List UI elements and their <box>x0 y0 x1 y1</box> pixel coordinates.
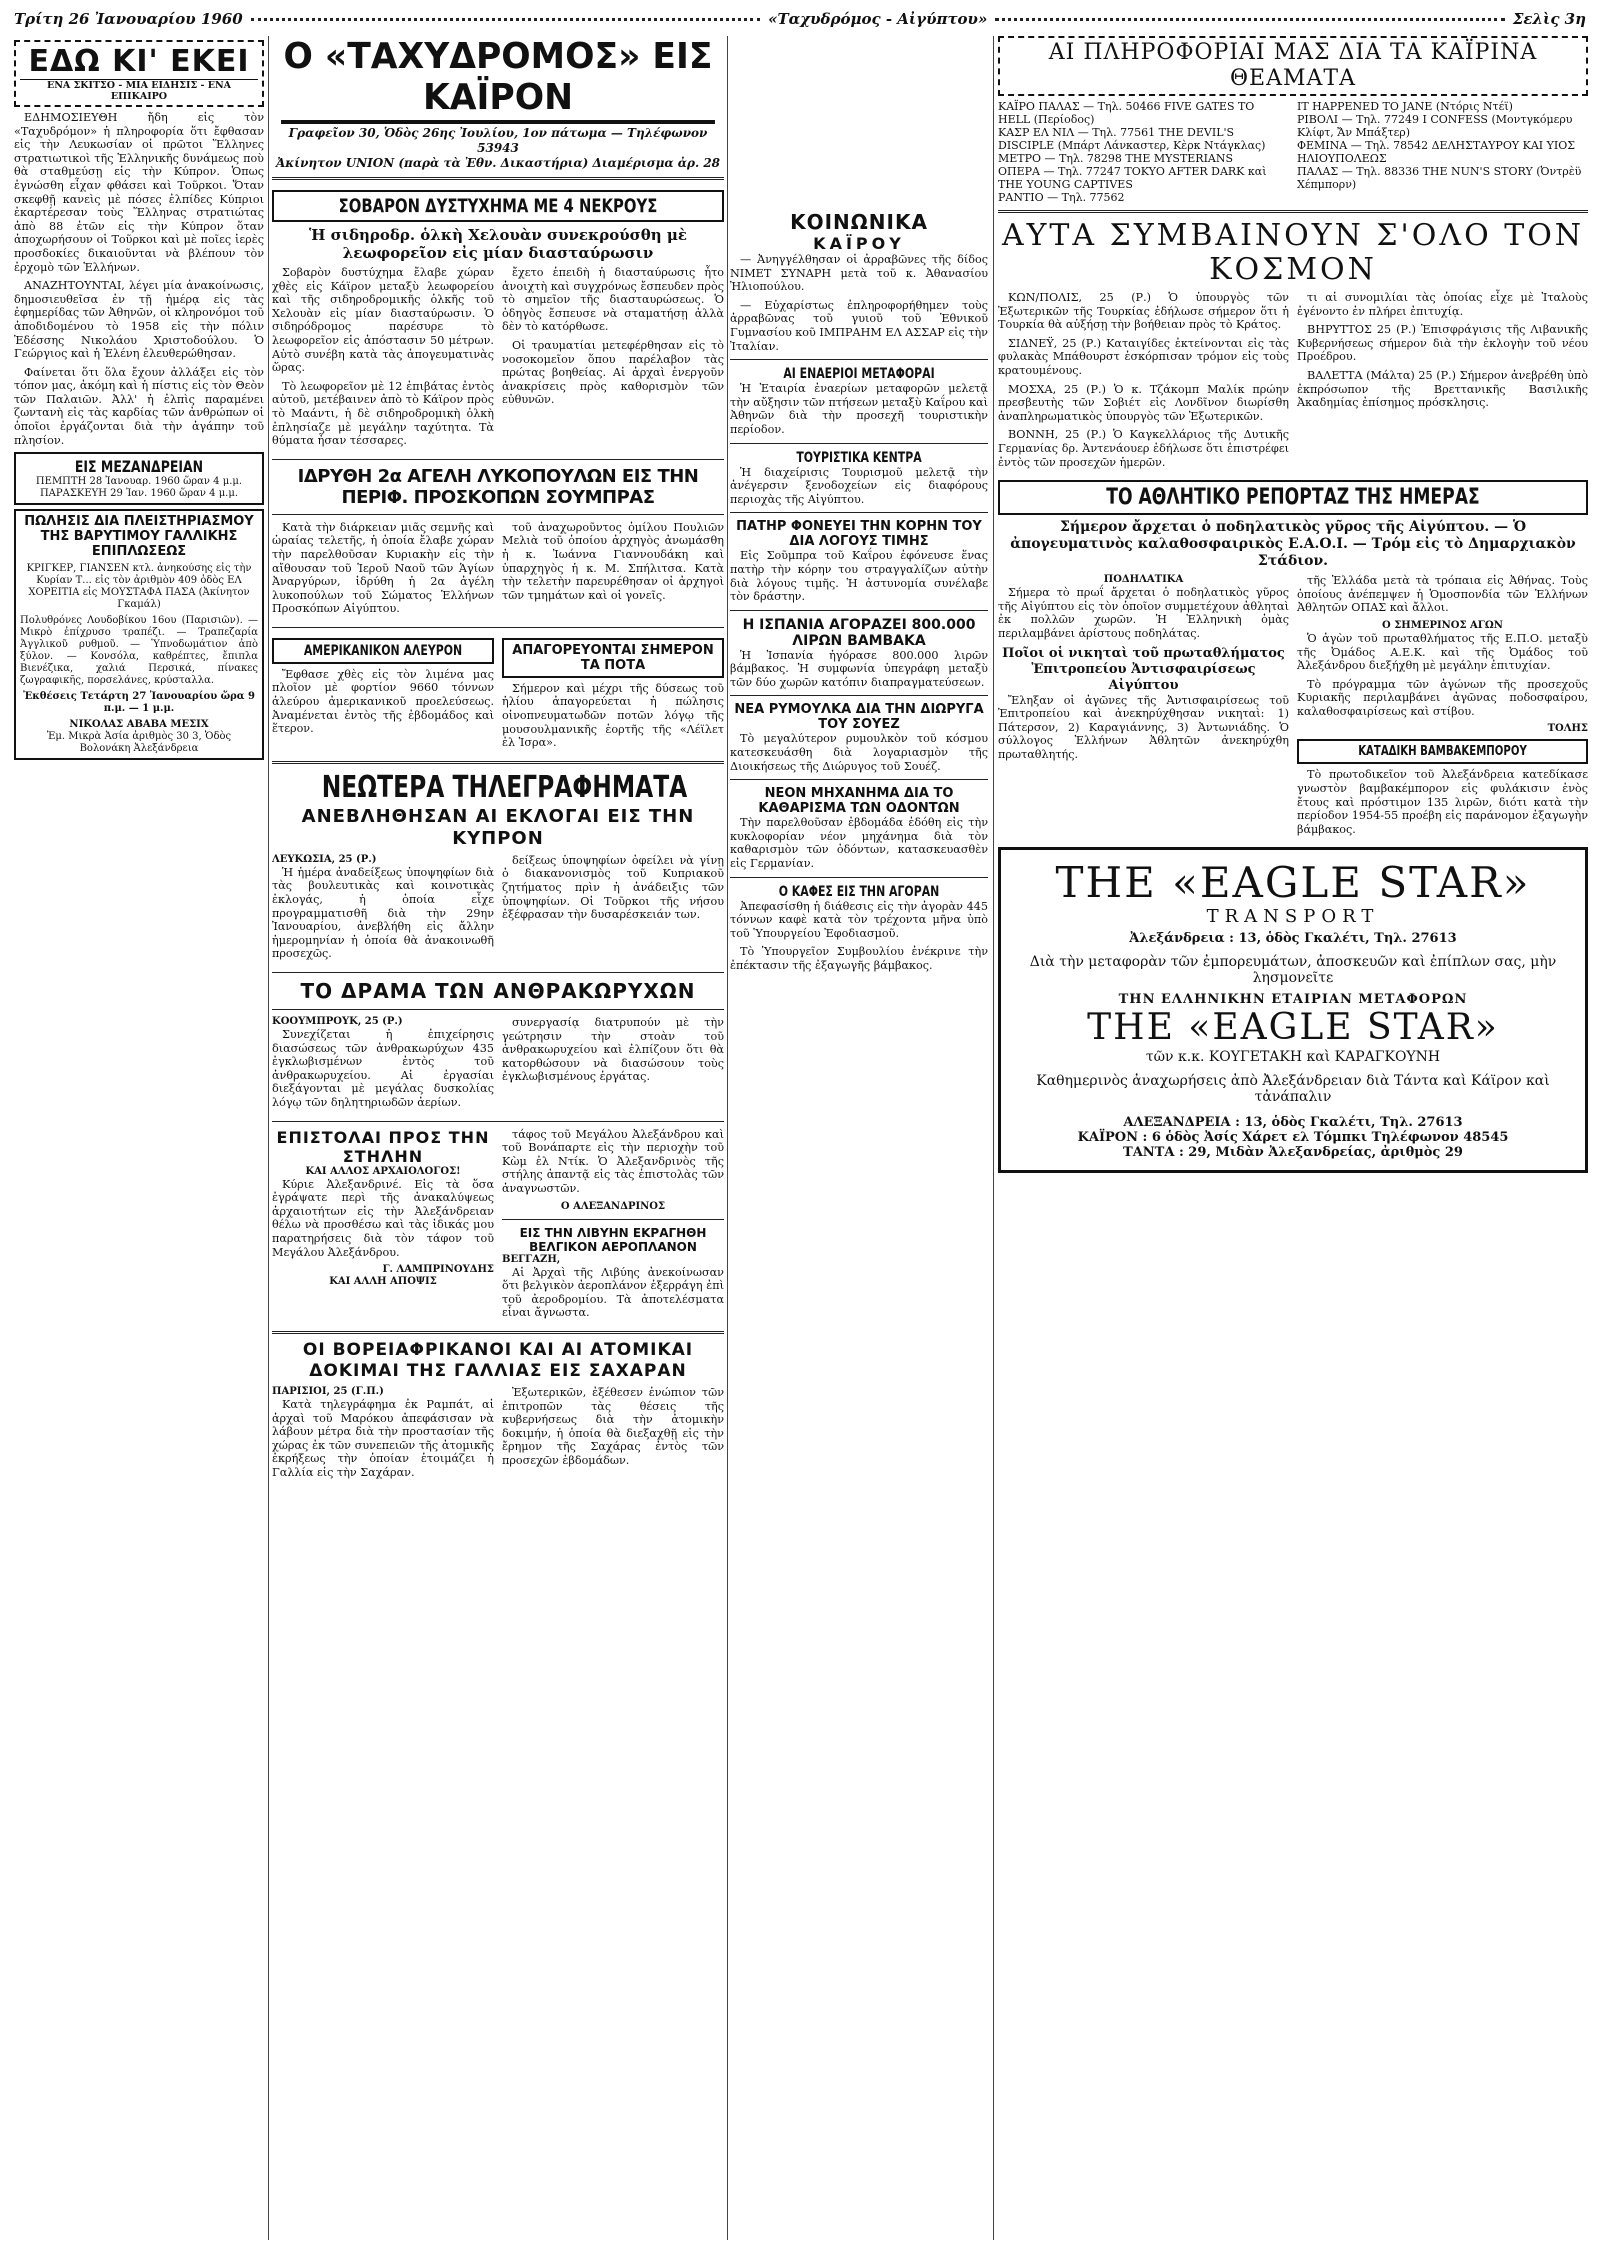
cinema-listing: ΠΑΛΑΣ — Τηλ. 88336 THE NUN'S STORY (Ὀντρὲϋ Χέπμπορν) <box>1297 165 1582 191</box>
article-paragraph: Εἰς Σοῦμπρα τοῦ Καΐρου ἐφόνευσε ἕνας πατὴρ τὴν κόρην του στραγγαλίζων αὐτὴν διὰ λόγους τιμῆς. Ἡ ἀστυνομία συνέλαβε τὸν δράστην. <box>730 549 988 604</box>
dateline: ΒΕΓΓΑΖΗ, <box>502 1253 561 1265</box>
sports-lead: Σήμερον ἄρχεται ὁ ποδηλατικὸς γῦρος τῆς Αἰγύπτου. — Ὁ ἀπογευματινὸς καλαθοσφαιρικὸς Ε.Α.Ο.Ι. — Τρόμ εἰς τὸ Δημαρχιακὸν Στάδιον. <box>1010 519 1576 570</box>
article-paragraph: δείξεως ὑποψηφίων ὀφείλει νὰ γίνῃ ὁ διακανονισμὸς τοῦ Κυπριακοῦ ζητήματος πρὶν ἡ ἀνάδειξις τῶν ὑποψηφίων. Οἱ Τοῦρκοι τῆς νήσου ἐξέφρασαν τὴν δυσαρέσκειάν των. <box>502 853 724 922</box>
world-item: ΒΟΝΝΗ, 25 (Ρ.) Ὁ Καγκελλάριος τῆς Δυτικῆς Γερμανίας δρ. Ἀντενάουερ ἐδήλωσε ὅτι ἐπιστρέφει ἐντὸς τῶν προσεχῶν ἡμερῶν. <box>998 428 1289 469</box>
headline-telegrams: ΝΕΩΤΕΡΑ ΤΗΛΕΓΡΑΦΗΜΑΤΑ <box>321 769 688 805</box>
headline-social: ΚΟΙΝΩΝΙΚΑ <box>790 210 928 234</box>
article-paragraph: Τὸ μεγαλύτερον ρυμουλκὸν τοῦ κόσμου κατεσκευάσθη διὰ λογαριασμὸν τῆς Διοικήσεως τῆς Διώρυγος τοῦ Σουέζ. <box>730 732 988 773</box>
cinema-listing: ΚΑΪΡΟ ΠΑΛΑΣ — Τηλ. 50466 FIVE GATES TO HELL (Περίοδος) <box>998 100 1255 126</box>
page-header <box>14 8 1586 30</box>
cinema-listing: IT HAPPENED TO JANE (Ντόρις Ντέϊ) <box>1297 100 1513 113</box>
headline: ΤΟΥΡΙΣΤΙΚΑ ΚΕΝΤΡΑ <box>796 449 922 466</box>
auction-items: Πολυθρόνες Λουδοβίκου 16ου (Παρισιῶν). — Μικρὸ ἐπίχρυσο τραπέζι. — Τραπεζαρία Ἀγγλικοῦ ρυθμοῦ. — Ὑπνοδωμάτιον ἀπὸ ξύλον. — Κονσόλα, καθρέπτες, ἔπιπλα Βιενέζικα, χαλιά Περσικά, πίνακες ζωγραφικῆς, πορσελάνες, κρύσταλλα. <box>20 615 258 687</box>
ad-schedule: Καθημερινὸς ἀναχωρήσεις ἀπὸ Ἀλεξάνδρειαν διὰ Τάντα καὶ Κάϊρον καὶ τἀνάπαλιν <box>1036 1073 1550 1106</box>
page-number: Σελὶς 3η <box>1512 10 1587 28</box>
article-paragraph: Ἡ Ἑταιρία ἐναερίων μεταφορῶν μελετᾷ τὴν αὔξησιν τῶν πτήσεων μεταξὺ Καΐρου καὶ Ἀθηνῶν διὰ τὴν προσεχῆ τουριστικὴν περίοδον. <box>730 382 988 436</box>
headline: ΑΜΕΡΙΚΑΝΙΚΟΝ ΑΛΕΥΡΟΝ <box>303 642 463 659</box>
headline: ΠΑΤΗΡ ΦΟΝΕΥΕΙ ΤΗΝ ΚΟΡΗΝ ΤΟΥ ΔΙΑ ΛΟΓΟΥΣ ΤΙΜΗΣ <box>736 519 982 550</box>
ad-tanta-address: ΤΑΝΤΑ : 29, Μιδὰν Ἀλεξανδρείας, ἀριθμὸς 29 <box>1123 1145 1463 1161</box>
article-paragraph: τάφος τοῦ Μεγάλου Ἀλεξάνδρου καὶ τοῦ Βονάπαρτε εἰς τὴν περιοχὴν τοῦ Κὼμ ἐλ Ντίκ. Ὁ Ἀλεξανδρινὸς τῆς στήλης ἀπαντᾷ εἰς τὰς ἐπιστολὰς τῶν ἀναγνωστῶν. <box>502 1127 724 1195</box>
world-news-title: ΑΥΤΑ ΣΥΜΒΑΙΝΟΥΝ Σ'ΟΛΟ ΤΟΝ ΚΟΣΜΟΝ <box>1001 218 1585 287</box>
article-paragraph: Τὸ λεωφορεῖον μὲ 12 ἐπιβάτας ἐντὸς αὐτοῦ, μετέβαινεν ἀπὸ τὸ Κάϊρον πρὸς τὸ Μαάντι, ἡ δὲ σιδηροδρομικὴ ὁλκὴ ἐπλησίαζε μὲ μεγάλην ταχύτητα. Τὰ θύματα ἦσαν τέσσαρες. <box>272 379 494 448</box>
notice-text: ΠΕΜΠΤΗ 28 Ἰανουαρ. 1960 ὥραν 4 μ.μ. ΠΑΡΑΣΚΕΥΗ 29 Ἰαν. 1960 ὥραν 4 μ.μ. <box>35 476 243 500</box>
world-item: τι αἱ συνομιλίαι τὰς ὁποίας εἶχε μὲ Ἰταλοὺς ἐγένοντο ἐν πλήρει ἐπιτυχίᾳ. <box>1297 291 1588 318</box>
cinema-listing: ΟΠΕΡΑ — Τηλ. 77247 TOKYO AFTER DARK καὶ THE YOUNG CAPTIVES <box>998 165 1267 191</box>
headline: ΙΔΡΥΘΗ 2α ΑΓΕΛΗ ΛΥΚΟΠΟΥΛΩΝ ΕΙΣ ΤΗΝ ΠΕΡΙΦ. ΠΡΟΣΚΟΠΩΝ ΣΟΥΜΠΡΑΣ <box>297 465 699 508</box>
subheadline: ΚΑΙ ΑΛΛΗ ΑΠΟΨΙΣ <box>329 1276 437 1288</box>
article-paragraph: ΑΝΑΖΗΤΟΥΝΤΑΙ, λέγει μία ἀνακοίνωσις, δημοσιευθεῖσα ἐν τῇ ἡμέρᾳ εἰς τὰς ἐφημερίδας τῶν Ἀθηνῶν, οἱ κληρονόμοι τοῦ ἀποδιδομένου τὸ 1958 εἰς τὴν πόλιν Ἐδέσσης Νικολάου Χριστοδούλου. Ὁ Γεώργιος καὶ ἡ Ἑλένη ἐλευθερώθησαν. <box>14 279 264 361</box>
cinema-listing: ΜΕΤΡΟ — Τηλ. 78298 THE MYSTERIANS <box>998 152 1234 165</box>
subheadline: Ἡ σιδηροδρ. ὁλκὴ Χελουὰν συνεκρούσθη μὲ λεωφορεῖον εἰς μίαν διασταύρωσιν <box>309 226 687 262</box>
dateline: ΛΕΥΚΩΣΙΑ, 25 (Ρ.) <box>272 853 377 865</box>
sports-section <box>998 480 1588 515</box>
subheadline: ΚΑΪΡΟΥ <box>813 234 905 253</box>
section-edo-ki-ekei <box>14 40 264 107</box>
column-2 <box>272 36 724 2240</box>
headline: ΚΑΤΑΔΙΚΗ ΒΑΜΒΑΚΕΜΠΟΡΟΥ <box>1358 744 1527 760</box>
world-item: ΚΩΝ/ΠΟΛΙΣ, 25 (Ρ.) Ὁ ὑπουργὸς τῶν Ἐξωτερικῶν τῆς Τουρκίας ἐδήλωσε σήμερον ὅτι ἡ Τουρκία θὰ αὐξήσῃ τὴν βοήθειαν πρὸς τὸ Κράτος. <box>998 291 1289 332</box>
article-paragraph: συνεργασίᾳ διατρυπούν μὲ τὴν γεώτρησιν τὴν στοὰν τοῦ ἀνθρακωρυχείου καὶ ἐλπίζουν ὅτι θὰ κατορθώσουν νὰ διασώσουν τοὺς ἐγκλωβισμένους ἐργάτας. <box>502 1016 724 1084</box>
column-3 <box>730 210 988 2240</box>
auctioneer-address: Ἐμ. Μικρὰ Ἀσία ἀριθμὸς 30 3, Ὁδὸς Βολονάκη Ἀλεξάνδρεια <box>46 731 232 755</box>
section-subtitle: ΕΝΑ ΣΚΙΤΣΟ - ΜΙΑ ΕΙΔΗΣΙΣ - ΕΝΑ ΕΠΙΚΑΙΡΟ <box>20 79 258 102</box>
article-paragraph: Ἔληξαν οἱ ἀγῶνες τῆς Ἀντισφαιρίσεως τοῦ Ἐπιτροπείου καὶ ἀνεκηρύχθησαν νικηταὶ: 1) Πάτερσον, 2) Καραγιάννης, 3) Ἀντωνιάδης. Ὁ σύλλογος Ἑλλήνων Ἀθλητῶν ἀνεκηρύχθη πρωταθλητής. <box>998 693 1289 761</box>
article-paragraph: ΕΔΗΜΟΣΙΕΥΘΗ ἤδη εἰς τὸν «Ταχυδρόμον» ἡ πληροφορία ὅτι ἔφθασαν εἰς τὴν Λευκωσίαν οἱ πρῶτοι Ἕλληνες στρατιωτικοὶ τῆς Ἑλληνικῆς δυνάμεως ποὺ θὰ σταθμεύσῃ εἰς τὴν Κύπρον. Ὁπως ἐγνώσθη εἶχαν φθάσει καὶ Τοῦρκοι. Ὅταν σκεφθῇ κανεὶς μὲ πόσες ἐλπίδες Κύπριοι ἐκαρτέρεσαν τοὺς Ἕλληνας στρατιώτας ἀπὸ 88 ἐτῶν εἰς τὴν Κύπρον ὅταν ἀποχωρήσουν οἱ Τοῦρκοι καὶ μὲ ποῖες ἱερὲς προσδοκίες δικαιοῦνται νὰ βλέπουν τὸν ἐρχομὸ τῶν Ἑλλήνων. <box>14 111 264 274</box>
article-paragraph: — Εὐχαρίστως ἐπληροφορήθημεν τοὺς ἀρραβῶνας τοῦ γυιοῦ τοῦ Ἐθνικοῦ Γυμνασίου κοῦ ΙΜΠΡΑΗΜ ΕΛ ΑΣΣΑΡ εἰς τὴν Ἰταλίαν. <box>730 298 988 353</box>
eagle-star-advertisement <box>998 847 1588 1173</box>
article-paragraph: Κατὰ τὴν διάρκειαν μιᾶς σεμνῆς καὶ ὡραίας τελετῆς, ἡ ὁποία ἔλαβε χώραν τὴν παρελθοῦσαν Κυριακὴν εἰς τὴν αἴθουσαν τοῦ Ἱεροῦ Ναοῦ τῶν Ἁγίων Ἀναργύρων, ἱδρύθη ἡ 2α ἀγέλη λυκοπούλων τοῦ Σώματος Ἑλλήνων Προσκόπων Αἰγύπτου. <box>272 520 494 616</box>
subheadline: ΚΑΙ ΑΛΛΟΣ ΑΡΧΑΙΟΛΟΓΟΣ! <box>305 1165 461 1177</box>
world-item: ΣΙΔΝΕΫ, 25 (Ρ.) Καταιγίδες ἐκτείνονται εἰς τὰς φυλακὰς Μπάθουρστ ἐσκόρπισαν τρόμον εἰς τοὺς κρατουμένους. <box>998 336 1289 377</box>
article-paragraph: Σοβαρὸν δυστύχημα ἔλαβε χώραν χθὲς εἰς Κάϊρον μεταξὺ λεωφορείου καὶ τῆς σιδηροδρομικῆς ὁλκῆς τοῦ Χελουὰν εἰς μίαν διασταύρωσιν. Ὁ σιδηρόδρομος παρέσυρε τὸ λεωφορεῖον εἰς ἀπόστασιν 50 μέτρων. Αὐτὸ συνέβη κατὰ τὰς ἀπογευματινὰς ὥρας. <box>272 266 494 375</box>
world-item: ΜΟΣΧΑ, 25 (Ρ.) Ὁ κ. Τζάκομπ Μαλίκ πρώην πρεσβευτὴς τῶν Σοβιέτ εἰς Λονδῖνον διωρίσθη ἀναπληρωματικὸς ὑπουργὸς τῶν Ἐξωτερικῶν. <box>998 382 1289 423</box>
ad-cairo-address: ΚΑΪΡΟΝ : 6 ὁδὸς Ἀσίς Χάρετ ελ Τόμπκι Τηλέφωνον 48545 <box>1077 1130 1509 1146</box>
headline: Ο ΚΑΦΕΣ ΕΙΣ ΤΗΝ ΑΓΟΡΑΝ <box>778 883 940 900</box>
auction-owner: ΚΡΙΓΚΕΡ, ΓΙΑΝΣΕΝ κτλ. ἀνηκούσης εἰς τὴν Κυρίαν Τ... εἰς τὸν ἀριθμὸν 409 ὁδὸς ΕΛ ΧΟΡΕΙΤΙΑ εἰς ΜΟΥΣΤΑΦΑ ΠΑΣΑ (Ἀκίνητον Γκαμάλ) <box>26 563 252 611</box>
masthead-title: Ο «ΤΑΧΥΔΡΟΜΟΣ» ΕΙΣ ΚΑΪΡΟΝ <box>281 36 715 124</box>
article-paragraph: Κατὰ τηλεγράφημα ἐκ Ραμπάτ, αἱ ἀρχαὶ τοῦ Μαρόκου ἀπεφάσισαν νὰ λάβουν μέτρα διὰ τὴν προστασίαν τῆς χώρας ἐκ τῶν συνεπειῶν τῆς ἀτομικῆς ἐκρήξεως τὴν ὁποίαν ἑτοιμάζει ἡ Γαλλία εἰς τὴν Σαχάραν. <box>272 1397 494 1479</box>
article-paragraph: Αἱ Ἀρχαὶ τῆς Λιβύης ἀνεκοίνωσαν ὅτι βελγικὸν ἀεροπλάνον ἐξερράγη ἐπὶ τοῦ ἀεροδρομίου. Τὰ ἀποτελέσματα εἶναι ἄγνωστα. <box>502 1265 724 1320</box>
article-paragraph: Κύριε Ἀλεξανδρινέ. Εἰς τὰ ὅσα ἐγράψατε περὶ τῆς ἀνακαλύψεως ἀρχαιοτήτων εἰς τὴν Ἀλεξάνδρειαν θέλω νὰ προσθέσω καὶ τὰς ἰδικάς μου παρατηρήσεις διὰ τὸν τάφον τοῦ Μεγάλου Ἀλεξάνδρου. <box>272 1177 494 1259</box>
paper-name: «Ταχυδρόμος - Αἰγύπτου» <box>768 10 988 28</box>
ad-title: THE «EAGLE STAR» <box>1055 858 1531 908</box>
article-paragraph: Τὸ Ὑπουργεῖον Συμβουλίου ἐνέκρινε τὴν ἐπέκτασιν τῆς ἐξαγωγῆς βάμβακος. <box>730 945 988 972</box>
headline: Η ΙΣΠΑΝΙΑ ΑΓΟΡΑΖΕΙ 800.000 ΛΙΡΩΝ ΒΑΜΒΑΚΑ <box>742 616 976 649</box>
ad-owners: τῶν κ.κ. ΚΟΥΓΕΤΑΚΗ καὶ ΚΑΡΑΓΚΟΥΝΗ <box>1145 1049 1441 1066</box>
article-paragraph: Σήμερα τὸ πρωΐ ἄρχεται ὁ ποδηλατικὸς γῦρος τῆς Αἰγύπτου εἰς τὸν ὁποῖον συμμετέχουν ἀθληταὶ ἐκ πολλῶν χωρῶν. Ἡ Ἑλληνικὴ ὁμὰς περιλαμβάνει ἀρίστους ποδηλάτας. <box>998 586 1289 640</box>
headline: ΑΙ ΕΝΑΕΡΙΟΙ ΜΕΤΑΦΟΡΑΙ <box>783 366 935 383</box>
article-paragraph: Ἔφθασε χθὲς εἰς τὸν λιμένα μας πλοῖον μὲ φορτίον 9660 τόννων ἀλεύρου ἀμερικανικοῦ προελεύσεως. Ἀναμένεται ἐντὸς τῆς ἑβδομάδος καὶ ἕτερον. <box>272 667 494 736</box>
subheadline: ΑΝΕΒΛΗΘΗΣΑΝ ΑΙ ΕΚΛΟΓΑΙ ΕΙΣ ΤΗΝ ΚΥΠΡΟΝ <box>301 805 695 849</box>
subheadline: Ο ΣΗΜΕΡΙΝΟΣ ΑΓΩΝ <box>1382 619 1503 631</box>
ad-address: Ἀλεξάνδρεια : 13, ὁδὸς Γκαλέτι, Τηλ. 27613 <box>1129 931 1457 947</box>
story-flour <box>272 638 494 664</box>
cinema-title: ΑΙ ΠΛΗΡΟΦΟΡΙΑΙ ΜΑΣ ΔΙΑ ΤΑ ΚΑΪΡΙΝΑ ΘΕΑΜΑΤΑ <box>1048 40 1538 91</box>
masthead-address: Γραφεῖον 30, Ὁδὸς 26ης Ἰουλίου, 1ον πάτωμα — Τηλέφωνον 53943 <box>288 126 708 155</box>
signature: ΤΟΛΗΣ <box>1547 723 1588 735</box>
headline: ΕΠΙΣΤΟΛΑΙ ΠΡΟΣ ΤΗΝ ΣΤΗΛΗΝ <box>276 1127 490 1166</box>
column-4 <box>998 36 1588 2240</box>
headline: ΝΕΑ ΡΥΜΟΥΛΚΑ ΔΙΑ ΤΗΝ ΔΙΩΡΥΓΑ ΤΟΥ ΣΟΥΕΖ <box>734 702 984 733</box>
article-paragraph: Ἡ διαχείρισις Τουρισμοῦ μελετᾷ τὴν ἀνέγερσιν ξενοδοχείων εἰς διαφόρους περιοχὰς τῆς Αἰγύπτου. <box>730 465 988 506</box>
notice-title: ΕΙΣ ΜΕΖΑΝΔΡΕΙΑΝ <box>74 457 204 477</box>
headline: ΕΙΣ ΤΗΝ ΛΙΒΥΗΝ ΕΚΡΑΓΗΘΗ ΒΕΛΓΙΚΟΝ ΑΕΡΟΠΛΑΝΟΝ <box>519 1225 707 1254</box>
article-paragraph: Ἡ Ἱσπανία ἠγόρασε 800.000 λιρῶν βάμβακος. Ἡ συμφωνία ὑπεγράφη μεταξὺ τῶν δύο χωρῶν κατόπιν διαπραγματεύσεων. <box>730 648 988 689</box>
article-paragraph: τῆς Ἑλλάδα μετὰ τὰ τρόπαια εἰς Ἀθήνας. Τοὺς ὁποίους ἀνέπεμψεν ἡ Ὁμοσπονδία τῶν Ἑλλήνων Ἀθλητῶν ΟΠΑΣ καὶ ἄλλοι. <box>1297 574 1588 615</box>
cinema-listing: ΗΛΙΟΥΠΟΛΕΩΣ <box>1297 152 1387 165</box>
article-paragraph: Ἐξωτερικῶν, ἐξέθεσεν ἐνώπιον τῶν ἐπιτροπῶν τὰς θέσεις τῆς κυβερνήσεως διὰ τὴν ἀτομικὴν δοκιμήν, ἡ ὁποία θὰ διεξαχθῇ εἰς τὴν ἔρημον τῆς Σαχάρας ἐντὸς τῶν προσεχῶν ἑβδομάδων. <box>502 1385 724 1467</box>
headline: ΣΟΒΑΡΟΝ ΔΥΣΤΥΧΗΜΑ ΜΕ 4 ΝΕΚΡΟΥΣ <box>338 195 658 217</box>
cinema-listing: ΚΑΣΡ ΕΛ ΝΙΛ — Τηλ. 77561 THE DEVIL'S DISCIPLE (Μπάρτ Λάνκαστερ, Κὲρκ Ντάγκλας) <box>998 126 1266 152</box>
ad-company: ΤΗΝ ΕΛΛΗΝΙΚΗΝ ΕΤΑΙΡΙΑΝ ΜΕΤΑΦΟΡΩΝ <box>1118 992 1468 1008</box>
article-paragraph: Τὸ πρωτοδικεῖον τοῦ Ἀλεξάνδρεια κατεδίκασε γνωστὸν βαμβακέμπορον εἰς φυλάκισιν ἑνὸς ἔτους καὶ πρόστιμον 135 λιρῶν, διότι κατὰ τὴν περίοδον 1954-55 προέβη εἰς παράνομον ἐξαγωγὴν βάμβακος. <box>1297 768 1588 836</box>
ad-title-2: THE «EAGLE STAR» <box>1087 1007 1499 1049</box>
ad-subtitle: TRANSPORT <box>1206 906 1380 928</box>
dateline: ΠΑΡΙΣΙΟΙ, 25 (Γ.Π.) <box>272 1385 384 1397</box>
sports-title: ΤΟ ΑΘΛΗΤΙΚΟ ΡΕΠΟΡΤΑΖ ΤΗΣ ΗΜΕΡΑΣ <box>1106 485 1480 511</box>
issue-date: Τρίτη 26 Ἰανουαρίου 1960 <box>14 10 243 28</box>
article-paragraph: τοῦ ἀναχωροῦντος ὁμίλου Πουλιῶν Μελιὰ τοῦ ὁποίου ἀρχηγὸς ἀνωμάσθη ἡ κ. Ἰωάννα Γιαννουδάκη καὶ ὑπαρχηγὸς ἡ κ. Μ. Σπήλιτσα. Κατὰ τὴν τελετὴν παρευρέθησαν οἱ ἀρχηγοὶ τῶν τμημάτων καὶ οἱ γονεῖς. <box>502 520 724 602</box>
article-paragraph: Ἀπεφασίσθη ἡ διάθεσις εἰς τὴν ἀγορὰν 445 τόννων καφὲ κατὰ τὸν τρέχοντα μῆνα ὑπὸ τοῦ Ὑπουργείου Ἐφοδιασμοῦ. <box>730 899 988 940</box>
story-drinks <box>502 638 724 678</box>
cinema-listing: ΡΑΝΤΙΟ — Τηλ. 77562 <box>998 191 1125 204</box>
auction-title: ΠΩΛΗΣΙΣ ΔΙΑ ΠΛΕΙΣΤΗΡΙΑΣΜΟΥ ΤΗΣ ΒΑΡΥΤΙΜΟΥ ΓΑΛΛΙΚΗΣ ΕΠΙΠΛΩΣΕΩΣ <box>24 514 254 560</box>
ad-text: Διὰ τὴν μεταφορὰν τῶν ἐμπορευμάτων, ἀποσκευῶν καὶ ἐπίπλων σας, μὴν λησμονεῖτε <box>1029 954 1557 987</box>
article-paragraph: Σήμερον καὶ μέχρι τῆς δύσεως τοῦ ἡλίου ἀπαγορεύεται ἡ πώλησις οἰνοπνευματωδῶν ποτῶν λόγῳ τῆς μουσουλμανικῆς ἑορτῆς τῆς «Λέϊλετ ἐλ Ἱσρα». <box>502 681 724 750</box>
headline: ΤΟ ΔΡΑΜΑ ΤΩΝ ΑΝΘΡΑΚΩΡΥΧΩΝ <box>300 979 696 1003</box>
section-title: ΕΔΩ ΚΙ' ΕΚΕΙ <box>28 44 250 79</box>
cotton-story <box>1297 739 1588 764</box>
headline: ΝΕΟΝ ΜΗΧΑΝΗΜΑ ΔΙΑ ΤΟ ΚΑΘΑΡΙΣΜΑ ΤΩΝ ΟΔΟΝΤΩΝ <box>758 786 960 817</box>
article-paragraph: Ἡ ἡμέρα ἀναδείξεως ὑποψηφίων διὰ τὰς βουλευτικὰς καὶ κοινοτικὰς ἐκλογάς, ἡ ὁποία εἶχε προγραμματισθῆ διὰ τὴν 29ην Ἰανουαρίου, ἀνεβλήθη εἰς ἄλλην ἡμερομηνίαν ἡ ὁποία θὰ ἀνακοινωθῆ προσεχῶς. <box>272 865 494 961</box>
column-1b <box>140 130 264 2240</box>
article-paragraph: Φαίνεται ὅτι ὅλα ἔχουν ἀλλάξει εἰς τὸν τόπον μας, ἀκόμη καὶ ἡ πίστις εἰς τὸν Θεὸν τῶν Παλαιῶν. Ἀλλ' ἡ ἐλπὶς παραμένει ζωντανὴ εἰς τὰς καρδίας τῶν ἀνθρώπων οἱ ὁποῖοι ἐργάζονται διὰ τὴν ἀγάπην τοῦ πλησίον. <box>14 365 264 447</box>
signature: Γ. ΛΑΜΠΡΙΝΟΥΔΗΣ <box>382 1264 494 1276</box>
world-item: ΒΑΛΕΤΤΑ (Μάλτα) 25 (Ρ.) Σήμερον ἀνεβρέθη ὑπὸ ἐκπρόσωπον τῆς Βρεττανικῆς Βασιλικῆς Ἀκαδημίας ἐπίσημος πρόσκλησις. <box>1297 368 1588 410</box>
story-accident <box>272 190 724 222</box>
auctioneer-name: ΝΙΚΟΛΑΣ ΑΒΑΒΑ ΜΕΣΙΧ <box>69 719 209 731</box>
article-paragraph: Ὁ ἀγὼν τοῦ πρωταθλήματος τῆς Ε.Π.Ο. μεταξὺ τῆς Ὀμάδος Α.Ε.Κ. καὶ τῆς Ὀμάδος τοῦ Ἀλεξάνδρου διεξήχθη μὲ μεγάλην ἐπιτυχίαν. <box>1297 631 1588 673</box>
world-item: ΒΗΡΥΤΤΟΣ 25 (Ρ.) Ἐπισφράγισις τῆς Λιβανικῆς Κυβερνήσεως σήμερον διὰ τὴν ἐκλογὴν τοῦ νέου Προέδρου. <box>1297 323 1588 364</box>
article-paragraph: — Ἀνηγγέλθησαν οἱ ἀρραβῶνες τῆς δίδος ΝΙΜΕΤ ΣΥΝΑΡΗ μετὰ τοῦ κ. Ἀθανασίου Ἠλιοπούλου. <box>730 253 988 294</box>
cinema-listing: ΡΙΒΟΛΙ — Τηλ. 77249 I CONFESS (Μοντγκόμερυ Κλίφτ, Ἄν Μπάξτερ) <box>1297 113 1573 139</box>
subheadline: ΠΟΔΗΛΑΤΙΚΑ <box>1103 574 1184 586</box>
article-paragraph: ἔχετο ἐπειδὴ ἡ διασταύρωσις ἦτο ἀνοιχτὴ καὶ συγχρόνως ἔσπευδεν πρὸς τὸ σημεῖον τῆς διασταυρώσεως. Ὁ ὁδηγὸς ἔσπευσε νὰ σταματήσῃ ἀλλὰ δὲν τὸ κατόρθωσε. <box>502 266 724 334</box>
subheadline: Ποῖοι οἱ νικηταὶ τοῦ πρωταθλήματος Ἐπιτροπείου Ἀντισφαιρίσεως Αἰγύπτου <box>1002 645 1285 693</box>
ad-alexandria-address: ΑΛΕΞΑΝΔΡΕΙΑ : 13, ὁδὸς Γκαλέτι, Τηλ. 27613 <box>1123 1115 1463 1131</box>
auction-exhibition: Ἐκθέσεις Τετάρτη 27 Ἰανουαρίου ὥρα 9 π.μ. — 1 μ.μ. <box>23 691 255 715</box>
article-paragraph: Συνεχίζεται ἡ ἐπιχείρησις διασώσεως τῶν ἀνθρακωρύχων 435 ἐγκλωβισμένων ἐντὸς τοῦ ἀνθρακωρυχείου. Αἱ ἐργασίαι διεξάγονται μὲ μεγάλας δυσκολίας λόγῳ τῶν δηλητηριωδῶν ἀερίων. <box>272 1028 494 1109</box>
signature: Ο ΑΛΕΞΑΝΔΡΙΝΟΣ <box>560 1200 666 1212</box>
article-paragraph: Τὴν παρελθοῦσαν ἑβδομάδα ἐδόθη εἰς τὴν κυκλοφορίαν νέον μηχάνημα διὰ τὸν καθαρισμὸν τῶν ὀδόντων, κατασκευασθὲν εἰς Γερμανίαν. <box>730 816 988 871</box>
article-paragraph: Τὸ πρόγραμμα τῶν ἀγώνων τῆς προσεχοῦς Κυριακῆς περιλαμβάνει ἀγῶνας ποδοσφαίρου, καλαθοσφαιρίσεως καὶ στίβου. <box>1297 677 1588 718</box>
headline: ΟΙ ΒΟΡΕΙΑΦΡΙΚΑΝΟΙ ΚΑΙ ΑΙ ΑΤΟΜΙΚΑΙ ΔΟΚΙΜΑΙ ΤΗΣ ΓΑΛΛΙΑΣ ΕΙΣ ΣΑΧΑΡΑΝ <box>302 1339 694 1381</box>
article-paragraph: Οἱ τραυματίαι μετεφέρθησαν εἰς τὸ νοσοκομεῖον ὅπου παρέλαβον τὰς πρώτας βοηθείας. Αἱ ἀρχαὶ ἐνεργοῦν ἀνακρίσεις πρὸς καθορισμὸν τῶν εὐθυνῶν. <box>502 338 724 407</box>
masthead-building: Ἀκίνητον UNION (παρὰ τὰ Ἐθν. Δικαστήρια) Διαμέρισμα ἀρ. 28 <box>275 156 721 170</box>
dateline: ΚΟΟΥΜΠΡΟΥΚ, 25 (Ρ.) <box>272 1016 403 1027</box>
cinema-listing: ΦΕΜΙΝΑ — Τηλ. 78542 ΔΕΛΗΣΤΑΥΡΟΥ ΚΑΙ ΥΙΟΣ <box>1297 139 1576 152</box>
headline: ΑΠΑΓΟΡΕΥΟΝΤΑΙ ΣΗΜΕΡΟΝ ΤΑ ΠΟΤΑ <box>512 642 714 673</box>
